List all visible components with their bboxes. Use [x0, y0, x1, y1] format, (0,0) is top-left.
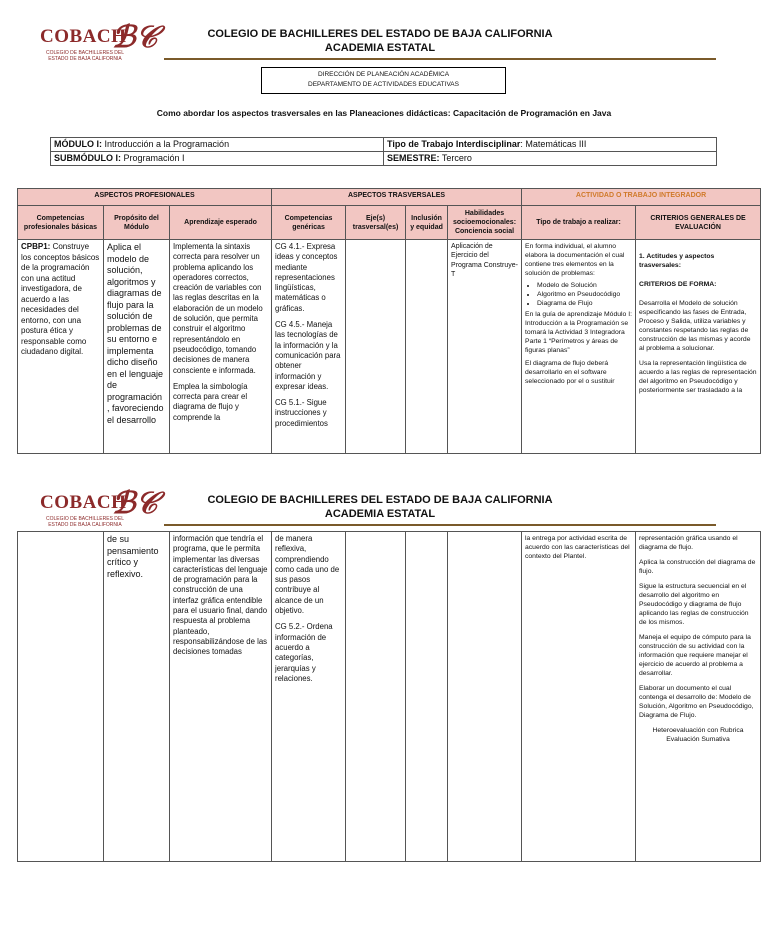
- cell-competencia-profesional: [18, 532, 104, 862]
- cell-competencias-genericas: de manera reflexiva, comprendiendo como cada uno de sus pasos contribuye al alcance de un objetivo. CG 5.2.- Ordena información de acuerdo a categorías, jerarquías y relaciones.: [272, 532, 346, 862]
- header-title: COLEGIO DE BACHILLERES DEL ESTADO DE BAJA CALIFORNIA ACADEMIA ESTATAL: [207, 494, 553, 520]
- col-ejes-trasversales: Eje(s) trasversal(es): [346, 206, 406, 240]
- department-box: DIRECCIÓN DE PLANEACIÓN ACADÉMICA DEPARTAMENTO DE ACTIVIDADES EDUCATIVAS: [261, 67, 506, 94]
- col-competencias-profesionales: Competencias profesionales básicas: [18, 206, 104, 240]
- semestre-cell: SEMESTRE: Tercero: [384, 152, 717, 166]
- cell-proposito: de su pensamiento crítico y reflexivo.: [104, 532, 170, 862]
- col-tipo-trabajo: Tipo de trabajo a realizar:: [522, 206, 636, 240]
- header-rule: [164, 58, 716, 60]
- list-item: • Diagrama de Flujo: [537, 299, 632, 308]
- cell-inclusion: [406, 532, 448, 862]
- cell-tipo-trabajo: la entrega por actividad escrita de acuerdo con las características del contexto del Plantel.: [522, 532, 636, 862]
- cell-competencia-profesional: CPBP1: Construye los conceptos básicos de la programación con una actitud investigadora, de acuerdo a las necesidades del entorno, con una postura ética y responsable como ciudadano digital.: [18, 240, 104, 454]
- cell-ejes: [346, 240, 406, 454]
- group-actividad-integrador: ACTIVIDAD O TRABAJO INTEGRADOR: [522, 189, 761, 206]
- col-habilidades-socioemocionales: Habilidades socioemocionales: Conciencia social: [448, 206, 522, 240]
- modulo-cell: MÓDULO I: Introducción a la Programación: [51, 138, 384, 152]
- elements-list: [525, 281, 632, 308]
- cell-aprendizaje: Implementa la sintaxis correcta para resolver un problema aplicando los operadores correctos, creación de variables con las reglas descritas en la elaboración de un modelo de solución, que permita construir el algoritmo representándolo en pseudocódigo, tomando decisiones de manera consciente e informada. Emplea la simbología correcta para crear el diagrama de flujo y comprende la: [170, 240, 272, 454]
- logo-subtitle: COLEGIO DE BACHILLERES DEL ESTADO DE BAJA CALIFORNIA: [45, 50, 125, 62]
- tipo-trabajo-cell: Tipo de Trabajo Interdisciplinar: Matemáticas III: [384, 138, 717, 152]
- cell-tipo-trabajo: En forma individual, el alumno elabora la documentación el cual contiene tres elementos en la solución de problemas: • Modelo de Solución • Algoritmo en Pseudocódigo • Diagrama de Flujo En la guía de aprendizaje Módulo I: Introducción a la Programación se tomará la Actividad 3 Integradora Parte 1 “Perímetros y áreas de figuras planas” El diagrama de flujo deberá desarrollarlo en el software seleccionado por el o sustituir: [522, 240, 636, 454]
- cell-competencias-genericas: CG 4.1.- Expresa ideas y conceptos mediante representaciones lingüísticas, matemáticas o gráficas. CG 4.5.- Maneja las tecnologías de la información y la comunicación para obtener información y expresar ideas. CG 5.1.- Sigue instrucciones y procedimientos: [272, 240, 346, 454]
- list-item: • Algoritmo en Pseudocódigo: [537, 290, 632, 299]
- header-rule: [164, 524, 716, 526]
- document-title: Como abordar los aspectos trasversales en las Planeaciones didácticas: Capacitación de Programación en Java: [156, 108, 612, 118]
- header-title: COLEGIO DE BACHILLERES DEL ESTADO DE BAJA CALIFORNIA ACADEMIA ESTATAL: [207, 28, 553, 54]
- cell-habilidades: [448, 532, 522, 862]
- cobach-logo: COBACH ℬ𝒞 COLEGIO DE BACHILLERES DEL ESTADO DE BAJA CALIFORNIA: [40, 20, 158, 62]
- planning-table-page-2: [17, 531, 761, 862]
- logo-bc-mark: ℬ𝒞: [112, 486, 158, 521]
- planning-table-page-1: [17, 188, 761, 454]
- cell-proposito: Aplica el modelo de solución, algoritmos y diagramas de flujo para la solución de problemas de su entorno e implementa dicho diseño en el lenguaje de programación , favoreciendo el desarrollo: [104, 240, 170, 454]
- submodulo-cell: SUBMÓDULO I: Programación I: [51, 152, 384, 166]
- logo-subtitle: COLEGIO DE BACHILLERES DEL ESTADO DE BAJA CALIFORNIA: [45, 516, 125, 528]
- col-competencias-genericas: Competencias genéricas: [272, 206, 346, 240]
- group-aspectos-profesionales: ASPECTOS PROFESIONALES: [18, 189, 272, 206]
- logo-bc-mark: ℬ𝒞: [112, 20, 158, 55]
- cell-ejes: [346, 532, 406, 862]
- cell-aprendizaje: información que tendría el programa, que le permita implementar las diversas características del lenguaje de programación para la construcción de una interfaz gráfica entendible para el usuario final, dando respuesta al problema planteado, responsabilizándose de las decisiones tomadas: [170, 532, 272, 862]
- cell-inclusion: [406, 240, 448, 454]
- module-info-table: [50, 137, 717, 166]
- cell-criterios: representación gráfica usando el diagrama de flujo. Aplica la construcción del diagrama de flujo. Sigue la estructura secuencial en el desarrollo del algoritmo en Pseudocódigo y diagrama de flujo aplicando las reglas de construcción de los mismos. Maneja el equipo de cómputo para la construcción de su actividad con la información que requiere manejar el ejercicio de acuerdo al problema a desarrollar. Elaborar un documento el cual contenga el desarrollo de: Modelo de Solución, Algoritmo en Pseudocódigo, Diagrama de Flujo. Heteroevaluación con Rubrica Evaluación Sumativa: [636, 532, 761, 862]
- col-aprendizaje-esperado: Aprendizaje esperado: [170, 206, 272, 240]
- cobach-logo: COBACH ℬ𝒞 COLEGIO DE BACHILLERES DEL ESTADO DE BAJA CALIFORNIA: [40, 486, 158, 528]
- col-proposito-modulo: Propósito del Módulo: [104, 206, 170, 240]
- list-item: • Modelo de Solución: [537, 281, 632, 290]
- col-criterios-evaluacion: CRITERIOS GENERALES DE EVALUACIÓN: [636, 206, 761, 240]
- cell-habilidades: Aplicación de Ejercicio del Programa Construye-T: [448, 240, 522, 454]
- group-aspectos-trasversales: ASPECTOS TRASVERSALES: [272, 189, 522, 206]
- cell-criterios: 1. Actitudes y aspectos trasversales: CRITERIOS DE FORMA: Desarrolla el Modelo de solución especificando las fases de Entrada, Proceso y Salida, utiliza variables y constantes respetando las reglas de construcción de las mismas y acorde al problema a solucionar. Usa la representación lingüística de acuerdo a las reglas de representación del algoritmo en Pseudocódigo y posteriormente ser trasladado a la: [636, 240, 761, 454]
- col-inclusion-equidad: Inclusión y equidad: [406, 206, 448, 240]
